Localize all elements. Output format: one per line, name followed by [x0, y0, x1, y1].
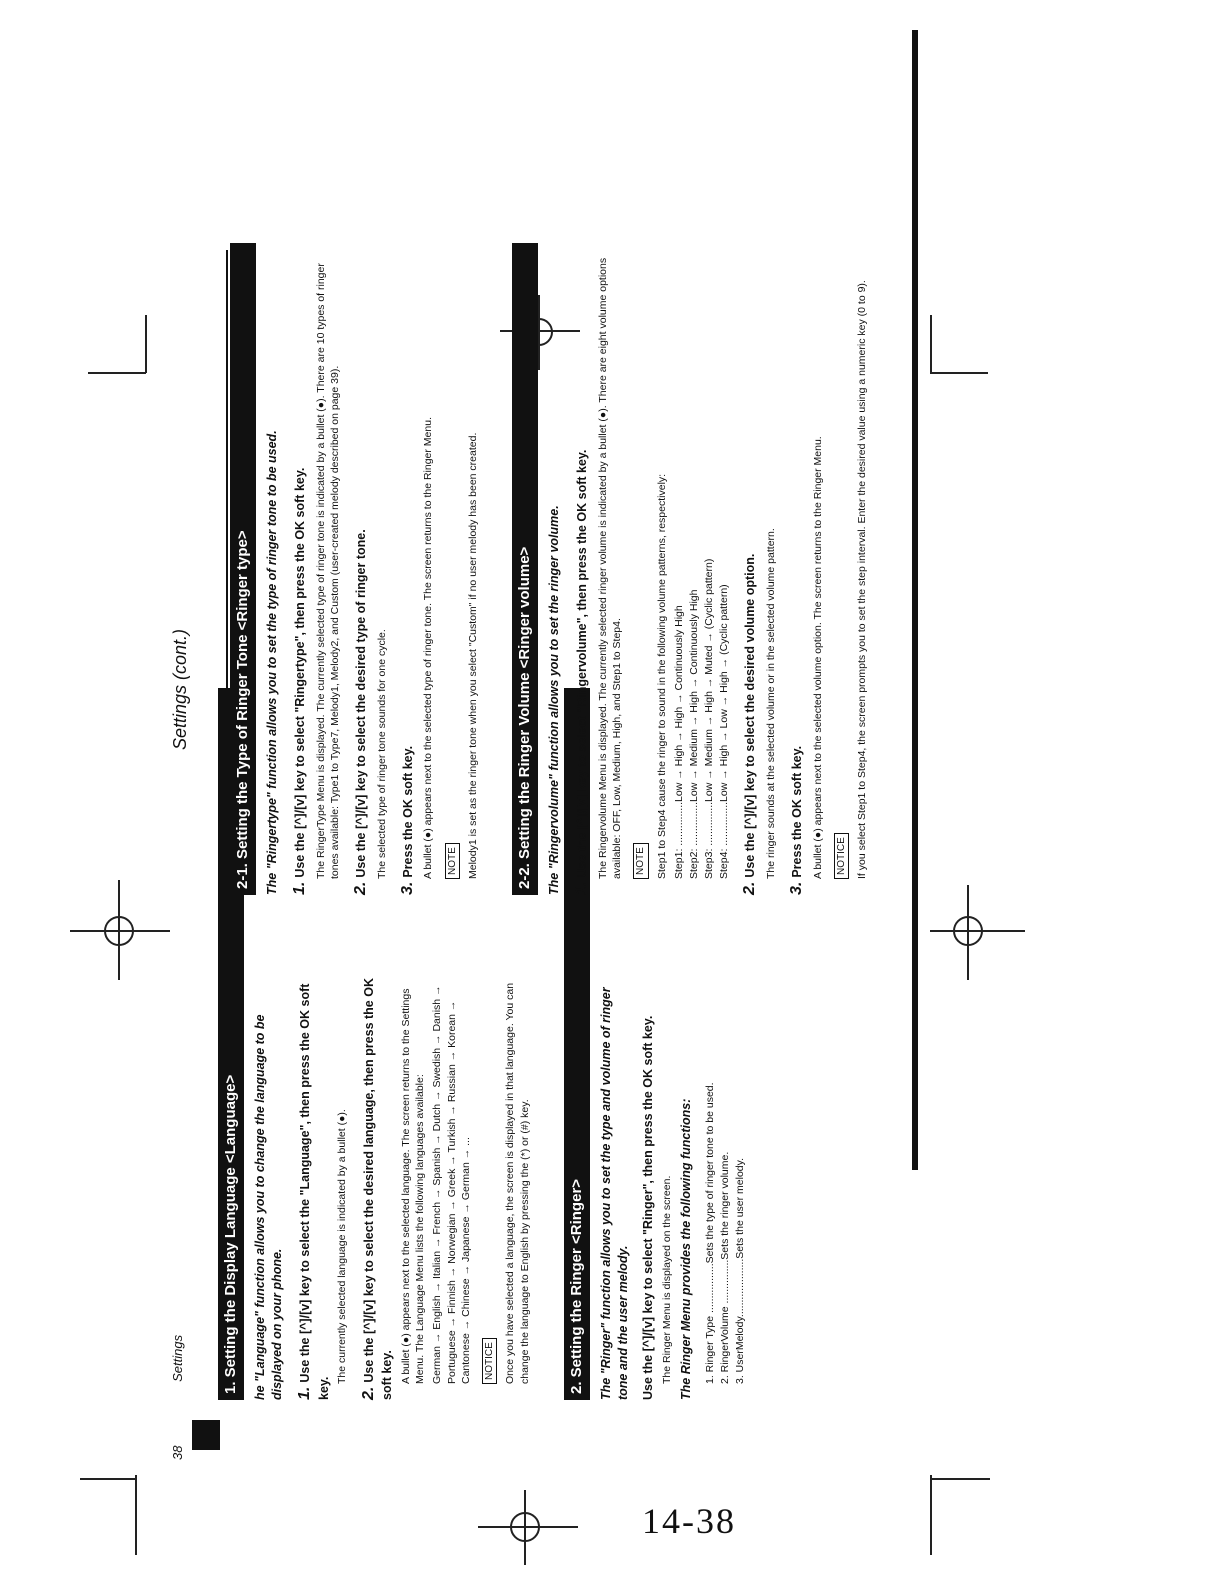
crop-mark: [145, 315, 147, 373]
crop-mark: [930, 1475, 932, 1555]
thumb-tab: [192, 1420, 220, 1450]
crop-mark: [88, 372, 146, 374]
page-stamp: 14-38: [642, 1501, 736, 1541]
section-2-2-step-2: 2.Use the [^]/[v] key to select the desired volume option.: [741, 553, 759, 895]
section-2-1-intro: The "Ringertype" function allows you to set the type of ringer tone to be used.: [265, 430, 280, 895]
note-tag: NOTE: [445, 843, 461, 879]
notice-tag: NOTICE: [482, 1338, 498, 1384]
registration-circle: [104, 916, 134, 946]
registration-circle: [510, 1512, 540, 1542]
page-rule: [912, 30, 918, 1170]
registration-circle: [953, 916, 983, 946]
section-1-header: 1. Setting the Display Language <Language>: [218, 688, 244, 1400]
crop-mark: [930, 315, 932, 373]
section-1-intro: he "Language" function allows you to change the language to be displayed on your phone.: [253, 1014, 285, 1400]
section-2-1-step-1: 1.Use the [^]/[v] key to select "Ringertype", then press the OK soft key.: [291, 467, 309, 895]
footer: [170, 1160, 185, 1460]
section-2-2-step-3: 3.Press the OK soft key.: [788, 745, 806, 895]
crop-mark: [80, 1478, 136, 1480]
notice-tag: NOTICE: [834, 833, 850, 879]
section-2-header: 2. Setting the Ringer <Ringer>: [564, 688, 590, 1400]
section-1-step-2: 2.Use the [^]/[v] key to select the desired language, then press the OK soft key.: [359, 978, 395, 1400]
section-2-2-intro: The "Ringervolume" function allows you to set the ringer volume.: [547, 505, 562, 895]
note-tag: NOTE: [633, 843, 649, 879]
footer-section: Settings: [170, 1334, 185, 1382]
ringer-functions: 1. Ringer Type .................Sets the type of ringer tone to be used. 2. RingerVolume ...............Sets the ringer volume. 3. UserMelody....................Sets the user melody.: [703, 1082, 747, 1384]
section-2-1-step-3: 3.Press the OK soft key.: [398, 745, 416, 895]
volume-patterns: Step1: ...............Low → High → High → Continuously High Step2: ...............Low → Medium → High → Continuously High Step3: ...............Low → Medium → High → Muted → (Cyclic pattern) Step4: ...............Low → High → Low → High → (Cyclic pattern): [672, 558, 731, 879]
running-title: Settings (cont.): [170, 628, 190, 750]
language-list: German → English → Italian → French → Spanish → Dutch → Swedish → Danish → Portuguese → Finnish → Norwegian → Greek → Turkish → Russian → Korean → Cantonese → Chinese → Japanese → German → ...: [431, 985, 472, 1384]
section-2-2-step-1: 1.Use the [^]/[v] key to select "Ringervolume", then press the OK soft key.: [573, 449, 591, 895]
crop-mark: [135, 1475, 137, 1555]
section-2-1-step-2: 2.Use the [^]/[v] key to select the desired type of ringer tone.: [352, 529, 370, 895]
section-2-1-header: 2-1. Setting the Type of Ringer Tone <Ringer type>: [230, 243, 256, 895]
crop-mark: [930, 1478, 990, 1480]
functions-title: The Ringer Menu provides the following functions:: [679, 1098, 694, 1400]
page-number: 38: [170, 1445, 185, 1460]
section-2-intro: The "Ringer" function allows you to set the type and volume of ringer tone and the user melody.: [599, 987, 631, 1400]
crop-mark: [930, 372, 988, 374]
section-1-step-1: 1.Use the [^]/[v] key to select the "Language", then press the OK soft key.: [296, 983, 331, 1400]
section-2-2-header: 2-2. Setting the Ringer Volume <Ringer volume>: [512, 243, 538, 895]
column-rule: [226, 250, 228, 900]
